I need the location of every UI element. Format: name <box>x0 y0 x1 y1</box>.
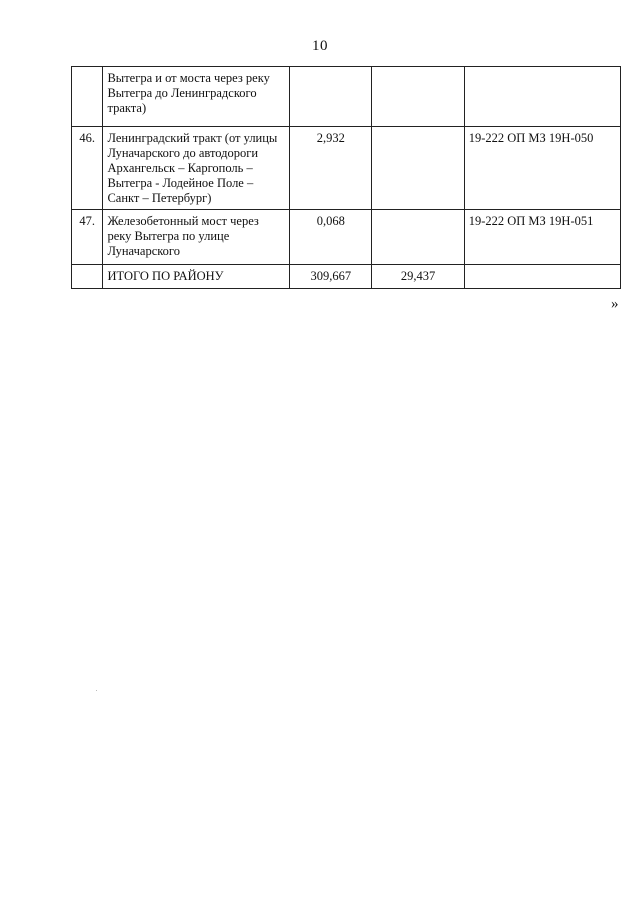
length-hard <box>372 210 464 265</box>
page-number: 10 <box>312 38 328 54</box>
road-code <box>464 67 620 127</box>
road-name: Железобетонный мост через реку Вытегра по улице Луначарского <box>103 210 290 265</box>
row-number <box>72 265 103 289</box>
road-name: Ленинградский тракт (от улицы Луначарского до автодороги Архангельск – Каргополь – Вытегра - Лодейное Поле – Санкт – Петербург) <box>103 127 290 210</box>
road-code: 19-222 ОП МЗ 19Н-051 <box>464 210 620 265</box>
row-number <box>72 67 103 127</box>
length-total <box>290 67 372 127</box>
length-total: 2,932 <box>290 127 372 210</box>
row-number: 46. <box>72 127 103 210</box>
table-row <box>72 127 621 210</box>
length-hard <box>372 127 464 210</box>
row-number: 47. <box>72 210 103 265</box>
table-row-total <box>72 265 621 289</box>
length-hard <box>372 67 464 127</box>
closing-quote: » <box>611 296 619 312</box>
total-length: 309,667 <box>290 265 372 289</box>
road-code <box>464 265 620 289</box>
table-row <box>72 210 621 265</box>
road-code: 19-222 ОП МЗ 19Н-050 <box>464 127 620 210</box>
length-total: 0,068 <box>290 210 372 265</box>
scan-speck <box>96 690 97 691</box>
road-name: Вытегра и от моста через реку Вытегра до Ленинградского тракта) <box>103 67 290 127</box>
table-row <box>72 67 621 127</box>
roads-table <box>71 66 621 289</box>
total-label: ИТОГО ПО РАЙОНУ <box>103 265 290 289</box>
total-length-hard: 29,437 <box>372 265 464 289</box>
